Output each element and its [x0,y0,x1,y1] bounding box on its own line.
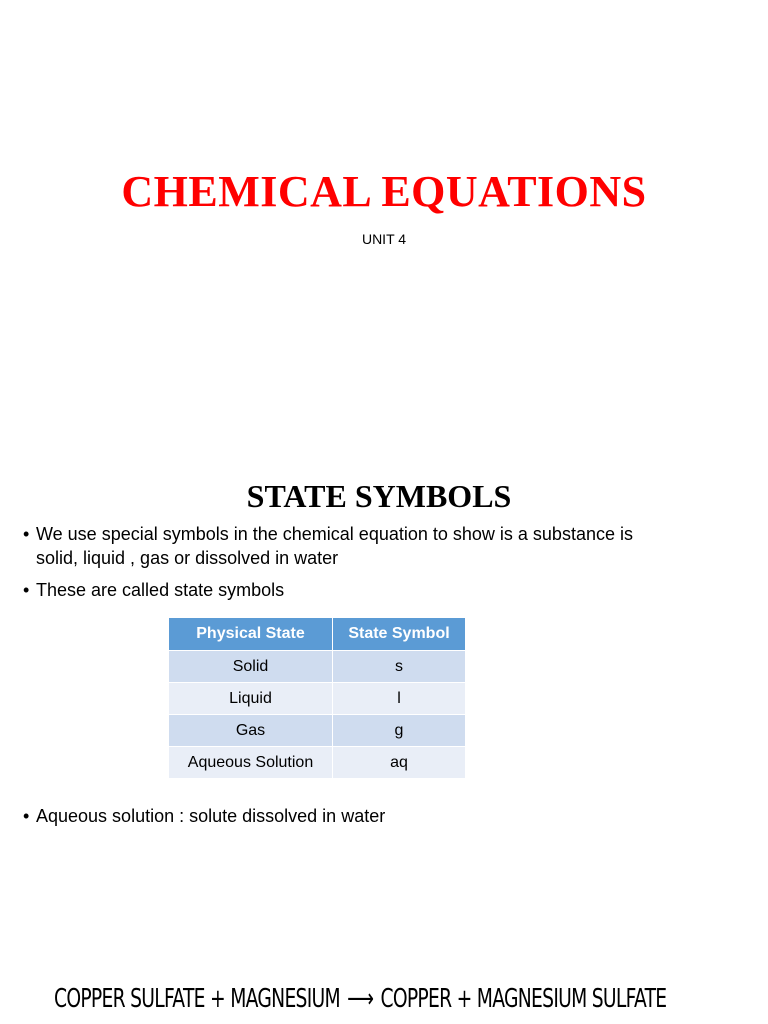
table-row [169,651,466,683]
slide-title: STATE SYMBOLS [246,478,512,514]
table-header-cell: State Symbol [333,618,466,651]
bullet-item [23,578,636,602]
bullet-icon: • [23,524,30,544]
table-cell: s [333,651,466,683]
table-cell: g [333,715,466,747]
table-cell: l [333,683,466,715]
table-cell: aq [333,747,466,779]
table-cell: Liquid [169,683,333,715]
table-cell: Gas [169,715,333,747]
bullet-text: We use special symbols in the chemical equation to show is a substance is solid, liquid , gas or dissolved in water [36,524,633,568]
bullet-icon: • [23,580,30,600]
word-equation [54,982,667,1016]
bullet-text: Aqueous solution : solute dissolved in water [36,806,386,826]
bullet-item [23,522,636,570]
equation-products: COPPER + MAGNESIUM SULFATE [380,984,667,1014]
table-row [169,747,466,779]
bullet-icon: • [23,806,30,826]
state-symbols-table [168,617,466,779]
slide-subtitle: UNIT 4 [361,231,407,247]
table-cell: Aqueous Solution [169,747,333,779]
word-equation-image [40,952,768,1024]
table-row [169,683,466,715]
table-header-row [169,618,466,651]
state-symbols-slide [0,432,768,1024]
bullet-text: These are called state symbols [36,580,285,600]
table-row [169,715,466,747]
reaction-arrow-icon: ⟶ [347,984,374,1014]
title-slide [0,0,768,432]
table-header-cell: Physical State [169,618,333,651]
bullet-item [23,804,636,828]
equation-reactants: COPPER SULFATE + MAGNESIUM [54,984,340,1014]
slide-title: CHEMICAL EQUATIONS [121,167,647,216]
table-cell: Solid [169,651,333,683]
